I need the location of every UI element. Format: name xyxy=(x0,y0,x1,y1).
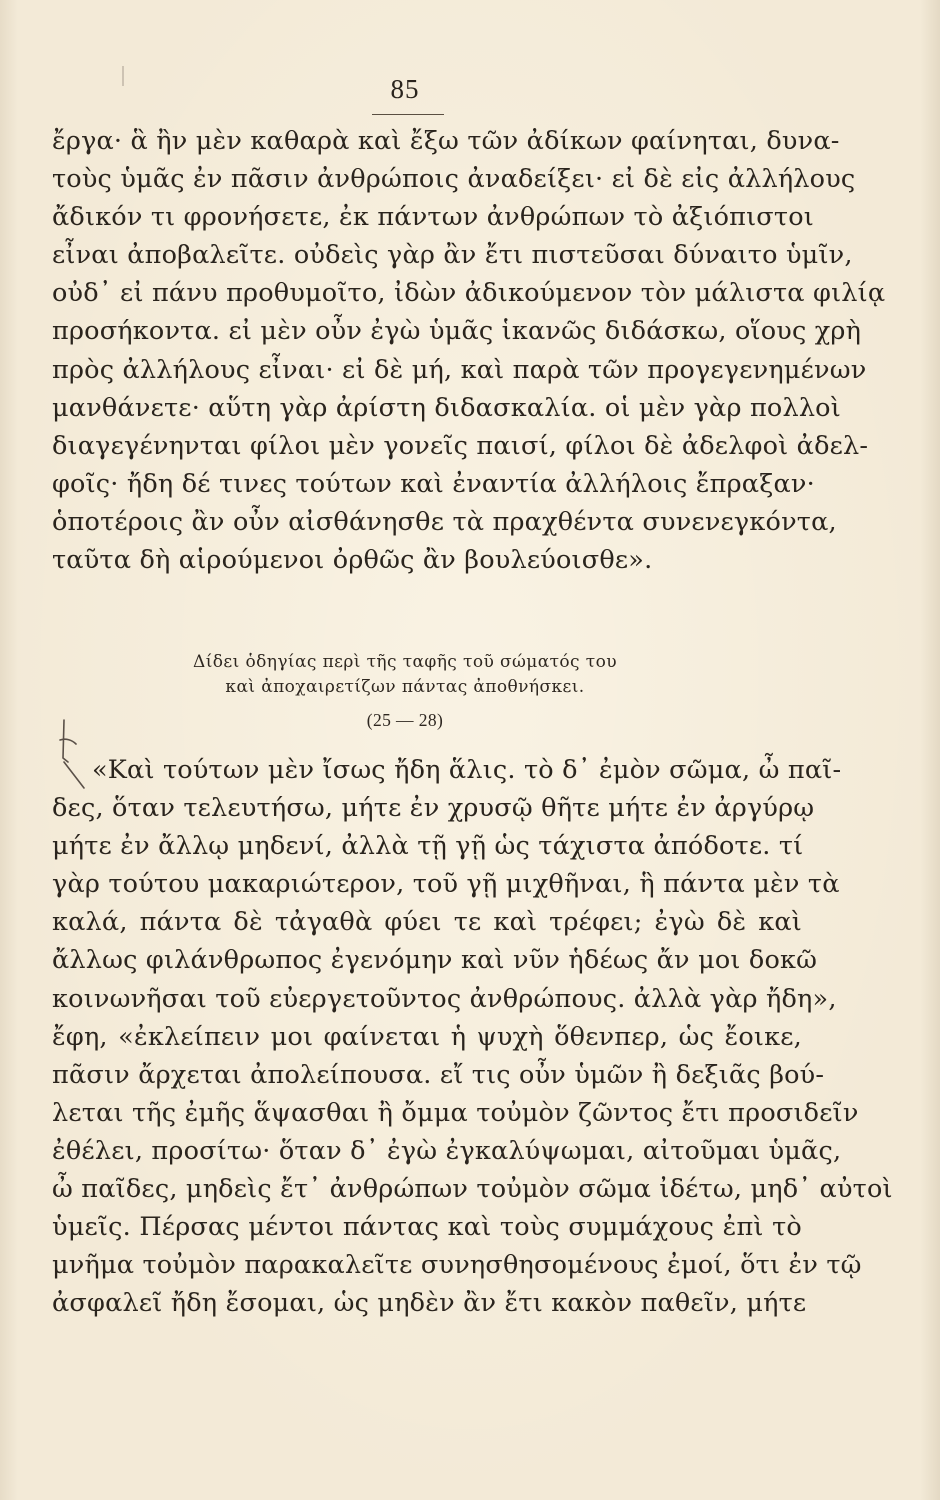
text-line: φοῖς· ἤδη δέ τινες τούτων καὶ ἐναντία ἀλλήλοις ἔπραξαν· xyxy=(52,468,815,499)
text-line: γὰρ τούτου μακαριώτερον, τοῦ γῇ μιχθῆναι, ἣ πάντα μὲν τὰ xyxy=(52,869,840,900)
text-line: μνῆμα τοὐμὸν παρακαλεῖτε συνησθησομένους ἐμοί, ὅτι ἐν τῷ xyxy=(52,1250,862,1281)
section-reference: (25 — 28) xyxy=(366,710,444,730)
text-line: πᾶσιν ἄρχεται ἀπολείπουσα. εἴ τις οὖν ὑμῶν ἢ δεξιᾶς βού- xyxy=(52,1059,825,1090)
section-heading-line-2: καὶ ἀποχαιρετίζων πάντας ἀποθνήσκει. xyxy=(225,677,585,697)
text-line: διαγεγένηνται φίλοι μὲν γονεῖς παισί, φίλοι δὲ ἀδελφοὶ ἀδελ- xyxy=(52,430,869,461)
section-heading-line-1: Δίδει ὁδηγίας περὶ τῆς ταφῆς τοῦ σώματός του xyxy=(193,652,617,672)
page-number-underline xyxy=(372,114,444,115)
text-line: «Καὶ τούτων μὲν ἴσως ἤδη ἅλις. τὸ δ᾽ ἐμὸν σῶμα, ὦ παῖ- xyxy=(92,755,842,785)
text-line: κοινωνῆσαι τοῦ εὐεργετοῦντος ἀνθρώπους. ἀλλὰ γὰρ ἤδη», xyxy=(52,983,837,1014)
text-line: ταῦτα δὴ αἱρούμενοι ὀρθῶς ἂν βουλεύοισθε». xyxy=(52,545,653,576)
paragraph-2 xyxy=(52,751,893,1322)
text-line: ὑμεῖς. Πέρσας μέντοι πάντας καὶ τοὺς συμμάχους ἐπὶ τὸ xyxy=(52,1212,802,1243)
text-line: πρὸς ἀλλήλους εἶναι· εἰ δὲ μή, καὶ παρὰ τῶν προγεγενημένων xyxy=(52,354,867,385)
text-line: εἶναι ἀποβαλεῖτε. οὐδεὶς γὰρ ἂν ἔτι πιστεῦσαι δύναιτο ὑμῖν, xyxy=(52,240,853,271)
text-line: ὁποτέροις ἂν οὖν αἰσθάνησθε τὰ πραχθέντα συνενεγκόντα, xyxy=(52,506,837,537)
text-line: ἄδικόν τι φρονήσετε, ἐκ πάντων ἀνθρώπων τὸ ἀξιόπιστοι xyxy=(52,202,814,233)
text-line: τοὺς ὑμᾶς ἐν πᾶσιν ἀνθρώποις ἀναδείξει· εἰ δὲ εἰς ἀλλήλους xyxy=(52,164,856,195)
text-line: ἄλλως φιλάνθρωπος ἐγενόμην καὶ νῦν ἡδέως ἄν μοι δοκῶ xyxy=(52,945,818,976)
text-line: ἔφη, «ἐκλείπειν μοι φαίνεται ἡ ψυχὴ ὅθενπερ, ὡς ἔοικε, xyxy=(52,1021,802,1052)
text-line: μανθάνετε· αὕτη γὰρ ἀρίστη διδασκαλία. οἱ μὲν γὰρ πολλοὶ xyxy=(52,392,841,423)
page-number: 85 xyxy=(390,74,420,104)
text-line: προσήκοντα. εἰ μὲν οὖν ἐγὼ ὑμᾶς ἱκανῶς διδάσκω, οἵους χρὴ xyxy=(52,316,862,347)
text-line: μήτε ἐν ἄλλῳ μηδενί, ἀλλὰ τῇ γῇ ὡς τάχιστα ἀπόδοτε. τί xyxy=(52,831,804,862)
text-line: καλά, πάντα δὲ τἀγαθὰ φύει τε καὶ τρέφει; ἐγὼ δὲ καὶ xyxy=(52,907,802,938)
text-line: ἔργα· ἃ ἢν μὲν καθαρὰ καὶ ἔξω τῶν ἀδίκων φαίνηται, δυνα- xyxy=(52,126,840,156)
paragraph-1 xyxy=(52,122,886,579)
text-line: ἀσφαλεῖ ἤδη ἔσομαι, ὡς μηδὲν ἂν ἔτι κακὸν παθεῖν, μήτε xyxy=(52,1288,807,1319)
text-line: δες, ὅταν τελευτήσω, μήτε ἐν χρυσῷ θῆτε μήτε ἐν ἀργύρῳ xyxy=(52,793,815,824)
text-line: λεται τῆς ἐμῆς ἅψασθαι ἢ ὄμμα τοὐμὸν ζῶντος ἔτι προσιδεῖν xyxy=(52,1097,859,1128)
text-line: ὦ παῖδες, μηδεὶς ἔτ᾽ ἀνθρώπων τοὐμὸν σῶμα ἰδέτω, μηδ᾽ αὐτοὶ xyxy=(52,1174,893,1205)
text-line: ἐθέλει, προσίτω· ὅταν δ᾽ ἐγὼ ἐγκαλύψωμαι, αἰτοῦμαι ὑμᾶς, xyxy=(52,1135,842,1166)
text-line: οὐδ᾽ εἰ πάνυ προθυμοῖτο, ἰδὼν ἀδικούμενον τὸν μάλιστα φιλίᾳ xyxy=(52,278,886,309)
